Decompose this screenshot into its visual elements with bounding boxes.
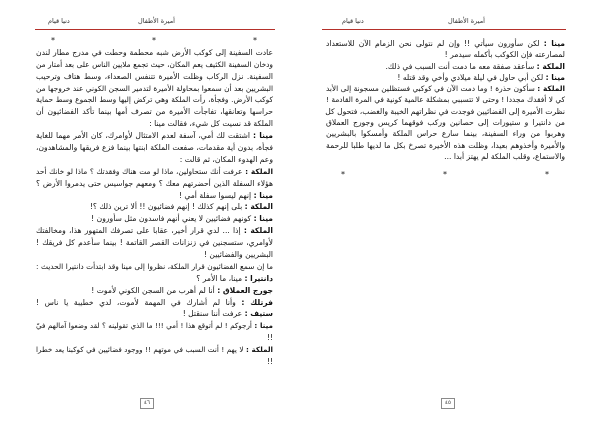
line-text: عادت السفينة إلى كوكب الأرض شبه محطمة وحطت في مدرج مطار لندن (36, 47, 273, 57)
text-line-content (326, 83, 565, 94)
text-line (35, 118, 273, 130)
speaker-name: مينا : (253, 190, 273, 200)
text-line (35, 213, 273, 225)
text-line (35, 320, 273, 332)
page-number-box: ٤٦ (140, 398, 154, 409)
text-line (35, 249, 273, 261)
text-line-content (385, 61, 565, 72)
section-separator (325, 169, 565, 180)
text-line-content (149, 118, 273, 130)
text-line (35, 273, 273, 285)
line-text: والأميرة وأخذوهم بعيدا، وظلت هذه الأخيرة تصرخ بكل ما لديها طلبا للرحمة (326, 140, 565, 150)
text-line (35, 47, 273, 59)
line-text: كونهم فضائيين لا يعني أنهم فاسدون مثل سأورون ! (91, 214, 254, 224)
text-line (35, 59, 273, 71)
text-line-content (36, 344, 273, 356)
text-line (35, 261, 273, 273)
text-line (325, 106, 565, 117)
text-line (35, 344, 273, 356)
line-text: أرجوكم ! لم أتوقع هذا ! أمي !!! ما الذي تقولينه ؟ لقد وضعوا آمالهم فيّ (36, 321, 255, 331)
speaker-name: الملكة : (245, 166, 273, 176)
text-line-content (91, 285, 273, 297)
line-text: !! (266, 357, 273, 367)
text-line-content (267, 356, 273, 368)
text-line (35, 332, 273, 344)
speaker-name: الملكة : (244, 202, 273, 212)
line-text: سأعقد صفقة معه ما دمت أنت السبب في ذلك. (385, 61, 537, 71)
text-line-content (445, 49, 565, 60)
text-line-content (36, 71, 273, 83)
asterisk: * (253, 36, 257, 45)
text-line (35, 154, 273, 166)
text-line (35, 94, 273, 106)
line-text: إنهم ليسوا سفلة أمي ! (178, 190, 254, 200)
text-line (35, 190, 273, 202)
asterisk: * (341, 170, 345, 180)
text-line-content (180, 154, 273, 166)
text-line (325, 72, 565, 83)
running-header-title: أميرة الأطفال (448, 17, 485, 25)
text-line (325, 38, 565, 49)
text-line (325, 117, 565, 128)
text-line (325, 94, 565, 105)
page-body (35, 35, 273, 368)
speaker-name: الملكة : (243, 226, 273, 236)
text-line-content (326, 38, 565, 49)
text-line-content (36, 320, 273, 332)
line-text: ما إن سمع الفضائيون قرار الملكة، نظروا إلى مينا وقد ابتدأت دانتيرا الحديث : (36, 261, 273, 271)
line-text: وعم الهدوء المكان، ثم قالت : (179, 154, 273, 164)
text-line-content (397, 72, 565, 83)
text-line (35, 308, 273, 320)
line-text: كي لا أفقدك مجددا ! وحتى لا تتسببي بمشكلة عالمية كونية في المرة القادمة ! (326, 95, 565, 105)
running-header-author: دنيا قيام (48, 17, 70, 25)
text-line (35, 83, 273, 95)
text-line-content (196, 273, 273, 285)
text-line-content (183, 308, 273, 320)
line-text: سأكون حذرة ! وما دمت الآن في كوكبي فستظلين مسجونة إلى الأبد (326, 84, 538, 94)
speaker-name: مينا : (543, 39, 565, 48)
text-line-content (36, 106, 273, 118)
line-text: عرفت أنك ستحاولين، ماذا لو مت هناك وفقدتك ؟ ماذا لو خانك أحد (35, 166, 246, 176)
text-line (325, 128, 565, 139)
text-line (35, 225, 273, 237)
text-line-content (36, 47, 273, 59)
asterisk: * (443, 170, 447, 180)
line-text: أنا لم أهرب من السجن الكوني لأموت ! (91, 285, 218, 295)
text-line (325, 49, 565, 60)
line-text: إذا ... لدي قرار أخير، عقابا على تصرفك المتهور هذا، ومخالفتك (35, 226, 244, 236)
text-line-content (36, 130, 273, 142)
line-text: نظرت الأميرة إلى الفضائيين فوجدت في نظراتهم الخيبة والغضب، فتحول كل (325, 106, 565, 116)
speaker-name: مينا : (253, 214, 273, 224)
text-line-content (326, 117, 565, 128)
page-body (325, 38, 565, 181)
text-line-content (36, 225, 273, 237)
text-line (325, 151, 565, 162)
text-line (35, 201, 273, 213)
speaker-name: مينا : (254, 321, 273, 331)
running-header-title: أميرة الأطفال (138, 17, 175, 25)
text-line (35, 106, 273, 118)
section-separator (35, 35, 273, 47)
line-text: وهربوا من وراء السفينة، بينما سارع حراس الملكة وأمسكوا بالبشريين (326, 129, 565, 139)
asterisk: * (152, 36, 156, 45)
line-text: لكن أبي حاول في ليلة ميلادي وأخي وقد قتله ! (397, 72, 546, 82)
header-rule (35, 29, 275, 30)
text-line (35, 237, 273, 249)
text-line-content (326, 128, 565, 139)
text-line-content (36, 83, 273, 95)
line-text: !! (266, 333, 273, 343)
line-text: اشتقت لك أمي، آسفة لعدم الامتثال لأوامرك، كان الأمر مهما للغاية (36, 131, 253, 141)
speaker-name: الملكة : (537, 84, 565, 94)
asterisk: * (545, 170, 549, 180)
speaker-name: مينا : (545, 72, 565, 82)
text-line-content (444, 151, 565, 162)
text-line (35, 297, 273, 309)
right-page (300, 0, 600, 424)
text-line-content (36, 166, 273, 178)
line-text: وأنا لم أشارك في المهمة لأموت، لدي خطيبة يا ناس ! (36, 297, 242, 307)
text-line-content (326, 94, 565, 105)
speaker-name: مينا : (253, 131, 273, 141)
line-text: لمصارعته فإن الكوكب بأكمله سيدمر ! (444, 50, 565, 60)
line-text: لأوامري، ستسجنين في زنزانات القصر القاتمة ! بينما سأعدم كل فريقك ! (36, 238, 273, 248)
line-text: الملكة قد نسيت كل شيء، فقالت مينا : (149, 119, 273, 129)
text-line (35, 356, 273, 368)
text-line (35, 130, 273, 142)
text-line-content (36, 142, 273, 154)
line-text: لكن سأورون سيأتي !! وإن لم نتولى نحن الزمام الآن للاستعداد (325, 39, 544, 48)
text-line (35, 178, 273, 190)
page-number-box: ٤٥ (441, 398, 455, 409)
line-text: فجأة، بدون أية مقدمات، صفعت الملكة ابنتها بينما فزع فريقها والمشاهدون، (36, 143, 273, 153)
text-line-content (36, 261, 273, 273)
line-text: عرفت أننا سنقتل ! (182, 309, 245, 319)
line-text: البشريين بعد أن سمعوا بمحاولة الأميرة لتدمير السجن الكوني عند خروجها من (36, 83, 273, 93)
speaker-name: ستيف : (244, 309, 273, 319)
text-line (35, 71, 273, 83)
speaker-name: الملكة : (245, 345, 273, 355)
text-line (35, 166, 273, 178)
line-text: ودخان السفينة الكثيف يعم المكان، حيث تجمع ملايين الناس على بعد أمتار من (36, 59, 273, 69)
line-text: البشريين والفضائيين ! (203, 250, 273, 260)
text-line-content (36, 297, 273, 309)
text-line-content (36, 94, 273, 106)
text-line-content (179, 190, 273, 202)
text-line-content (36, 178, 273, 190)
line-text: حراسها وتعانقها، تفاجأت الأميرة من تصرف أمها بينما تأكد الفضائيون أن (36, 107, 273, 117)
line-text: لا يهم ! أنت السبب في موتهم !! ووجود فضائيين في كوكبنا يعد خطرا (36, 345, 246, 355)
speaker-name: جورج العملاق : (217, 285, 273, 295)
speaker-name: الملكة : (536, 61, 565, 71)
text-line (325, 140, 565, 151)
text-line (35, 142, 273, 154)
text-line-content (325, 106, 565, 117)
line-text: كوكب الأرض. وفجأة، رأت الملكة وهي تركض إليها وسط الجموع وسط حماية (36, 95, 273, 105)
line-text: مينا، ما الأمر ؟ (196, 273, 245, 283)
text-line-content (204, 249, 273, 261)
text-line-content (36, 237, 273, 249)
line-text: بلى إنهم كذلك ! إنهم فضائيون !! ألا ترين ذلك ؟! (89, 202, 245, 212)
running-header-author: دنيا قيام (342, 17, 364, 25)
speaker-name: دانتيرا : (244, 273, 273, 283)
text-line-content (326, 140, 565, 151)
text-line-content (36, 59, 273, 71)
text-line-content (267, 332, 273, 344)
line-text: من دانتيرا و ستيورات إلى حصانين وركب فوقهما كريس وجورج العملاق (326, 118, 565, 128)
text-line (325, 61, 565, 72)
header-rule (322, 29, 566, 30)
text-line-content (91, 213, 273, 225)
text-line (35, 285, 273, 297)
line-text: هؤلاء السفلة الذين أحضرتهم معك ؟ ومعهم جواسيس حتى يدمروا الأرض ؟ (36, 178, 273, 188)
line-text: والاستماع، وقلب الملكة لم يهتز أبدا ... (444, 151, 565, 161)
text-line (325, 83, 565, 94)
asterisk: * (51, 36, 55, 45)
text-line-content (90, 201, 273, 213)
line-text: السفينة. نزل الركاب وظلت الأميرة تتنفس الصعداء، وسط هتاف وترحيب (36, 71, 273, 81)
speaker-name: فرتلك : (241, 297, 273, 307)
